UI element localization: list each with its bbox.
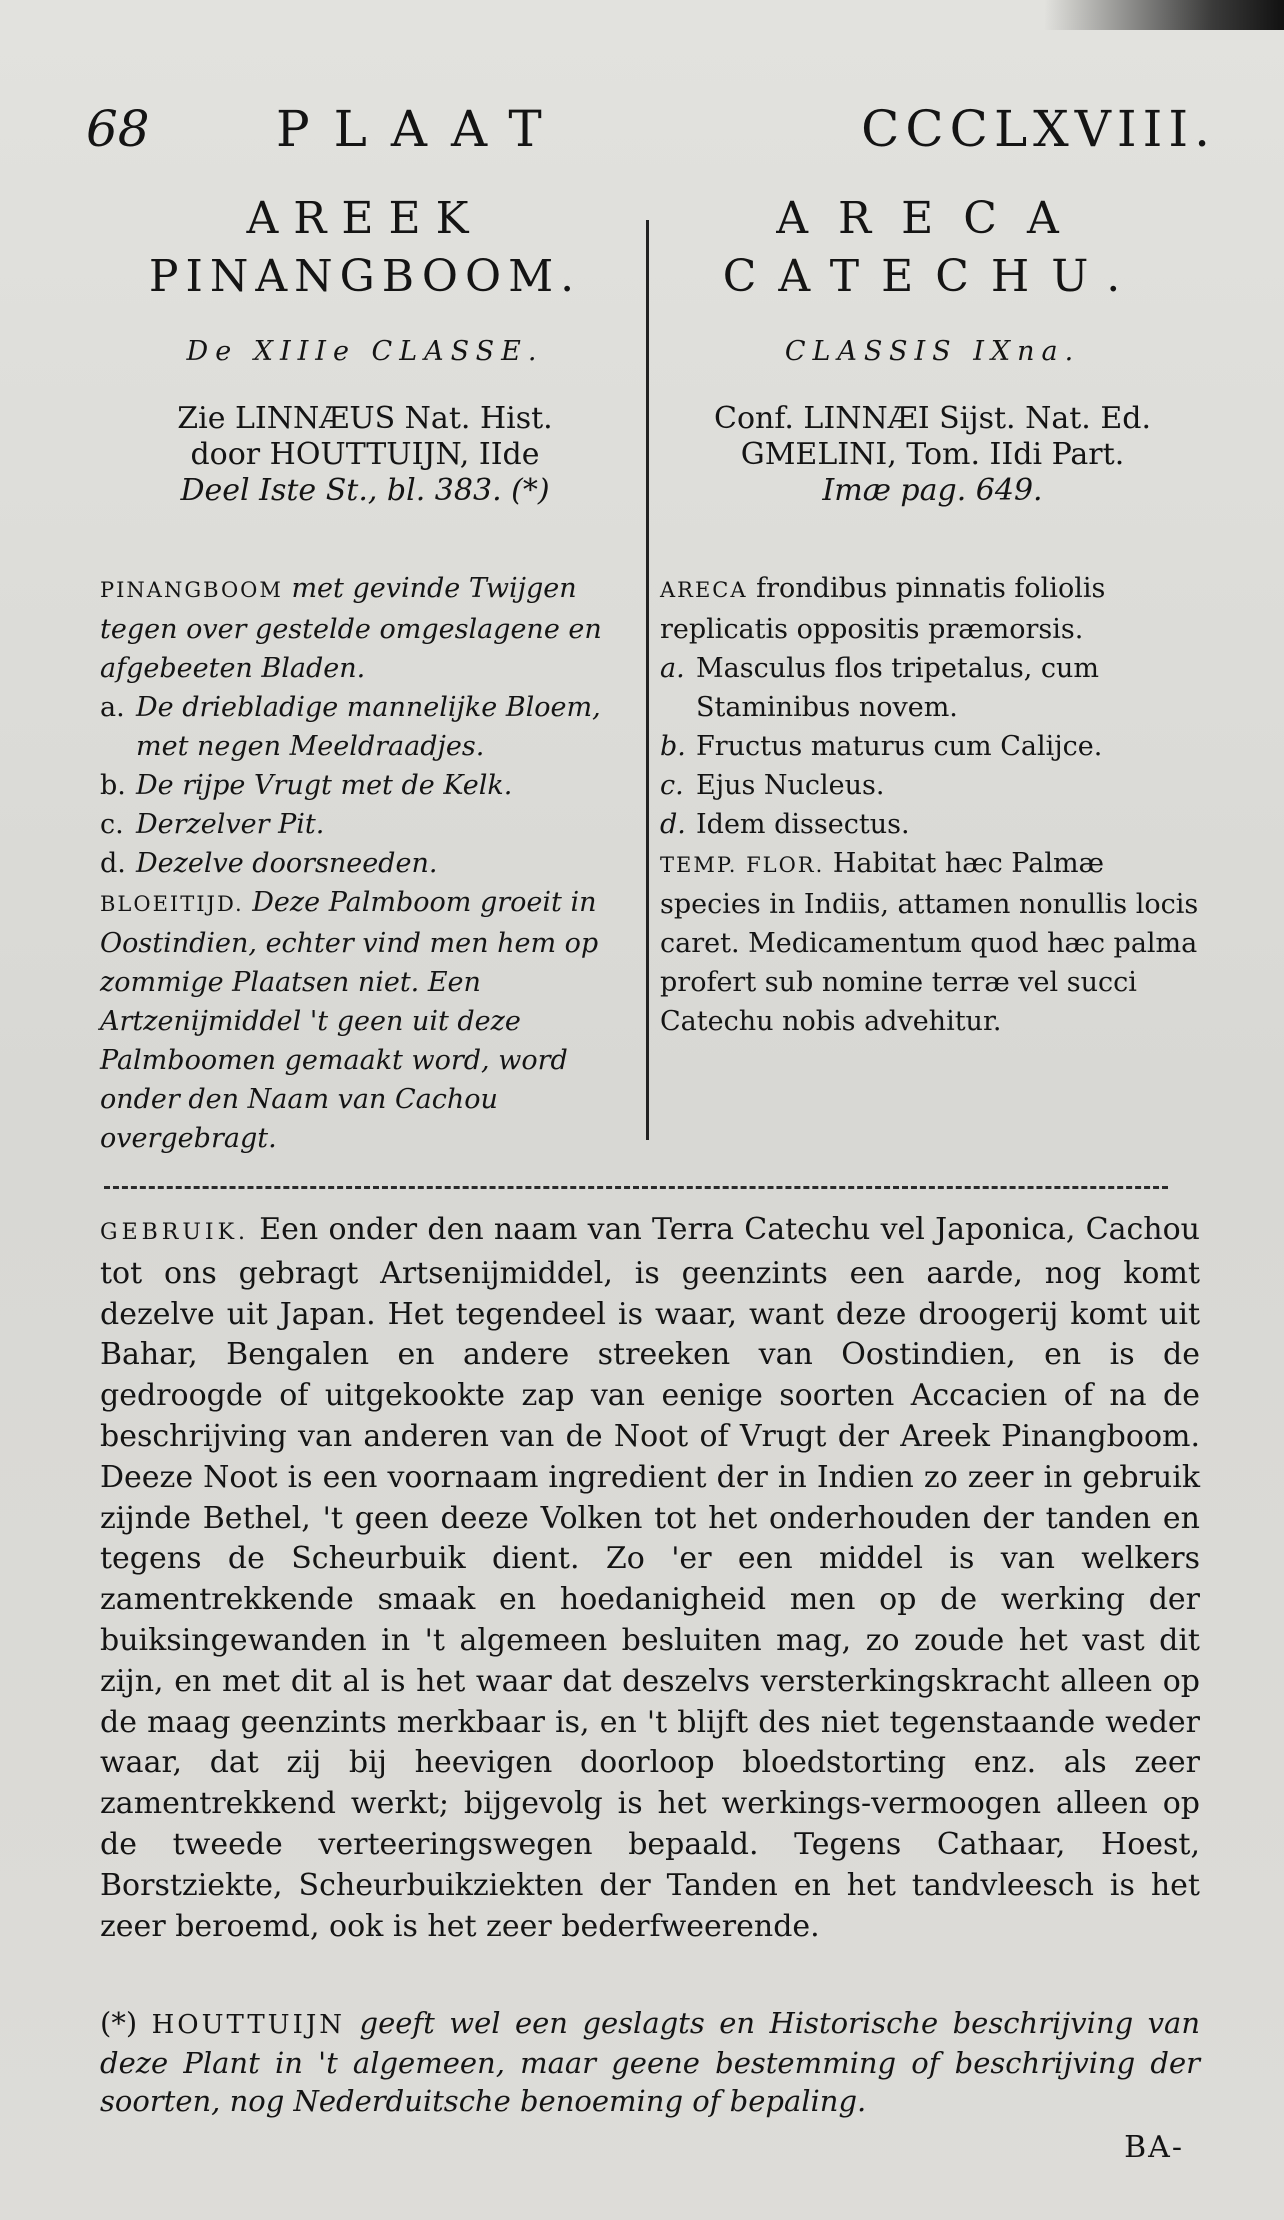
latin-column [660, 190, 1205, 1041]
latin-item-d [660, 805, 1205, 844]
dutch-item-d [100, 844, 630, 883]
dutch-reference [100, 401, 630, 509]
footnote-text: geeft wel een geslagts en Historische beschrijving van deze Plant in 't algemeen, maar geene bestemming of beschrijving der soorten, nog Nederduitsche benoeming of bepaling. [100, 2006, 1200, 2118]
latin-item-a-text: Masculus flos tripetalus, cum Staminibus novem. [696, 653, 1100, 723]
latin-desc-lead: ARECA [660, 578, 748, 602]
dutch-ref-line3: Deel Iste St., bl. 383. (*) [180, 473, 550, 508]
latin-desc-text: frondibus pinnatis foliolis replicatis oppositis præmorsis. [660, 573, 1106, 645]
dutch-item-c-label: c. [100, 809, 124, 840]
dutch-item-c [100, 805, 630, 844]
latin-reference [660, 401, 1205, 509]
latin-title-line2: CATECHU. [722, 251, 1143, 302]
latin-ref-line1: Conf. LINNÆI Sijst. Nat. Ed. [713, 401, 1151, 436]
latin-item-c-text: Ejus Nucleus. [696, 770, 885, 801]
dutch-desc-text: met gevinde Twijgen tegen over gestelde omgeslagene en afgebeeten Bladen. [100, 573, 602, 684]
latin-item-b [660, 727, 1205, 766]
dutch-bloeitijd-paragraph [100, 883, 630, 1158]
page-header [86, 100, 1216, 170]
column-divider [646, 220, 649, 1140]
dutch-item-b [100, 766, 630, 805]
latin-item-a [660, 649, 1205, 727]
dutch-bloeitijd-lead: BLOEITIJD. [100, 892, 244, 916]
footnote-name: HOUTTUIJN [151, 2010, 346, 2040]
dutch-item-a-text: De driebladige mannelijke Bloem, met negen Meeldraadjes. [136, 692, 601, 762]
page-corner-shadow [1044, 0, 1284, 30]
dutch-item-a [100, 688, 630, 766]
section-rule [104, 1186, 1168, 1189]
gebruik-text: Een onder den naam van Terra Catechu vel Japonica, Cachou tot ons gebragt Artsenijmiddel, is geenzints een aarde, nog komt dezelve uit Japan. Het tegendeel is waar, want deze droogerij komt uit Bahar, Bengalen en andere streeken van Oostindien, en is de gedroogde of uitgekookte zap van eenige soorten Accacien of na de beschrijving van anderen van de Noot of Vrugt der Areek Pinangboom. Deeze Noot is een voornaam ingredient der in Indien zo zeer in gebruik zijnde Bethel, 't geen deeze Volken tot het onderhouden der tanden en tegens de Scheurbuik dient. Zo 'er een middel is van welkers zamentrekkende smaak en hoedanigheid men op de werking der buiksingewanden in 't algemeen besluiten mag, zo zoude het vast dit zijn, en met dit al is het waar dat deszelvs versterkingskracht alleen op de maag geenzints merkbaar is, en 't blijft des niet tegenstaande weder waar, dat zij bij heevigen doorloop bloedstorting enz. als zeer zamentrekkend werkt; bijgevolg is het werkings-vermoogen alleen op de tweede verteeringswegen bepaald. Tegens Cathaar, Hoest, Borstziekte, Scheurbuikziekten der Tanden en het tandvleesch is het zeer beroemd, ook is het zeer bederfweerende. [100, 1212, 1200, 1944]
running-title: PLAAT [276, 100, 566, 158]
latin-item-b-label: b. [660, 731, 686, 762]
gebruik-lead: GEBRUIK. [100, 1220, 250, 1245]
latin-flor-paragraph [660, 844, 1205, 1041]
latin-item-c [660, 766, 1205, 805]
latin-flor-lead: TEMP. FLOR. [660, 853, 825, 877]
latin-title-line1: ARECA [776, 193, 1089, 244]
dutch-classis: De XIIIe CLASSE. [186, 336, 544, 367]
gebruik-paragraph [100, 1210, 1200, 1947]
plate-number: CCCLXVIII. [861, 100, 1216, 158]
latin-item-c-label: c. [660, 770, 684, 801]
latin-item-b-text: Fructus maturus cum Calijce. [696, 731, 1103, 762]
dutch-desc-lead: PINANGBOOM [100, 578, 283, 602]
catchword: BA- [1124, 2130, 1184, 2165]
dutch-item-b-label: b. [100, 770, 126, 801]
latin-ref-line2: GMELINI, Tom. IIdi Part. [740, 437, 1125, 472]
latin-description [660, 569, 1205, 1041]
dutch-item-d-text: Dezelve doorsneeden. [136, 848, 438, 879]
footnote-mark: (*) [100, 2006, 138, 2040]
latin-classis: CLASSIS IXna. [784, 336, 1081, 367]
footnote [100, 2004, 1200, 2120]
dutch-title-line1: AREEK [246, 193, 484, 244]
dutch-item-b-text: De rijpe Vrugt met de Kelk. [136, 770, 513, 801]
latin-ref-line3: Imæ pag. 649. [822, 473, 1043, 508]
dutch-ref-line2: door HOUTTUIJN, IIde [190, 437, 540, 472]
latin-item-d-label: d. [660, 809, 686, 840]
dutch-item-a-label: a. [100, 692, 125, 723]
latin-desc-paragraph [660, 569, 1205, 649]
dutch-bloeitijd-text: Deze Palmboom groeit in Oostindien, echter vind men hem op zommige Plaatsen niet. Een Artzenijmiddel 't geen uit deze Palmboomen gemaakt word, word onder den Naam van Cachou overgebragt. [100, 887, 599, 1154]
dutch-description [100, 569, 630, 1158]
dutch-column [100, 190, 630, 1158]
latin-item-d-text: Idem dissectus. [696, 809, 910, 840]
latin-flor-text: Habitat hæc Palmæ species in Indiis, attamen nonullis locis caret. Medicamentum quod hæc palma profert sub nomine terræ vel succi Catechu nobis advehitur. [660, 848, 1199, 1037]
dutch-ref-line1: Zie LINNÆUS Nat. Hist. [177, 401, 553, 436]
dutch-item-c-text: Derzelver Pit. [136, 809, 325, 840]
dutch-item-d-label: d. [100, 848, 126, 879]
latin-item-a-label: a. [660, 653, 685, 684]
page-number: 68 [86, 100, 150, 158]
dutch-title-line2: PINANGBOOM. [148, 251, 582, 302]
dutch-desc-paragraph [100, 569, 630, 688]
